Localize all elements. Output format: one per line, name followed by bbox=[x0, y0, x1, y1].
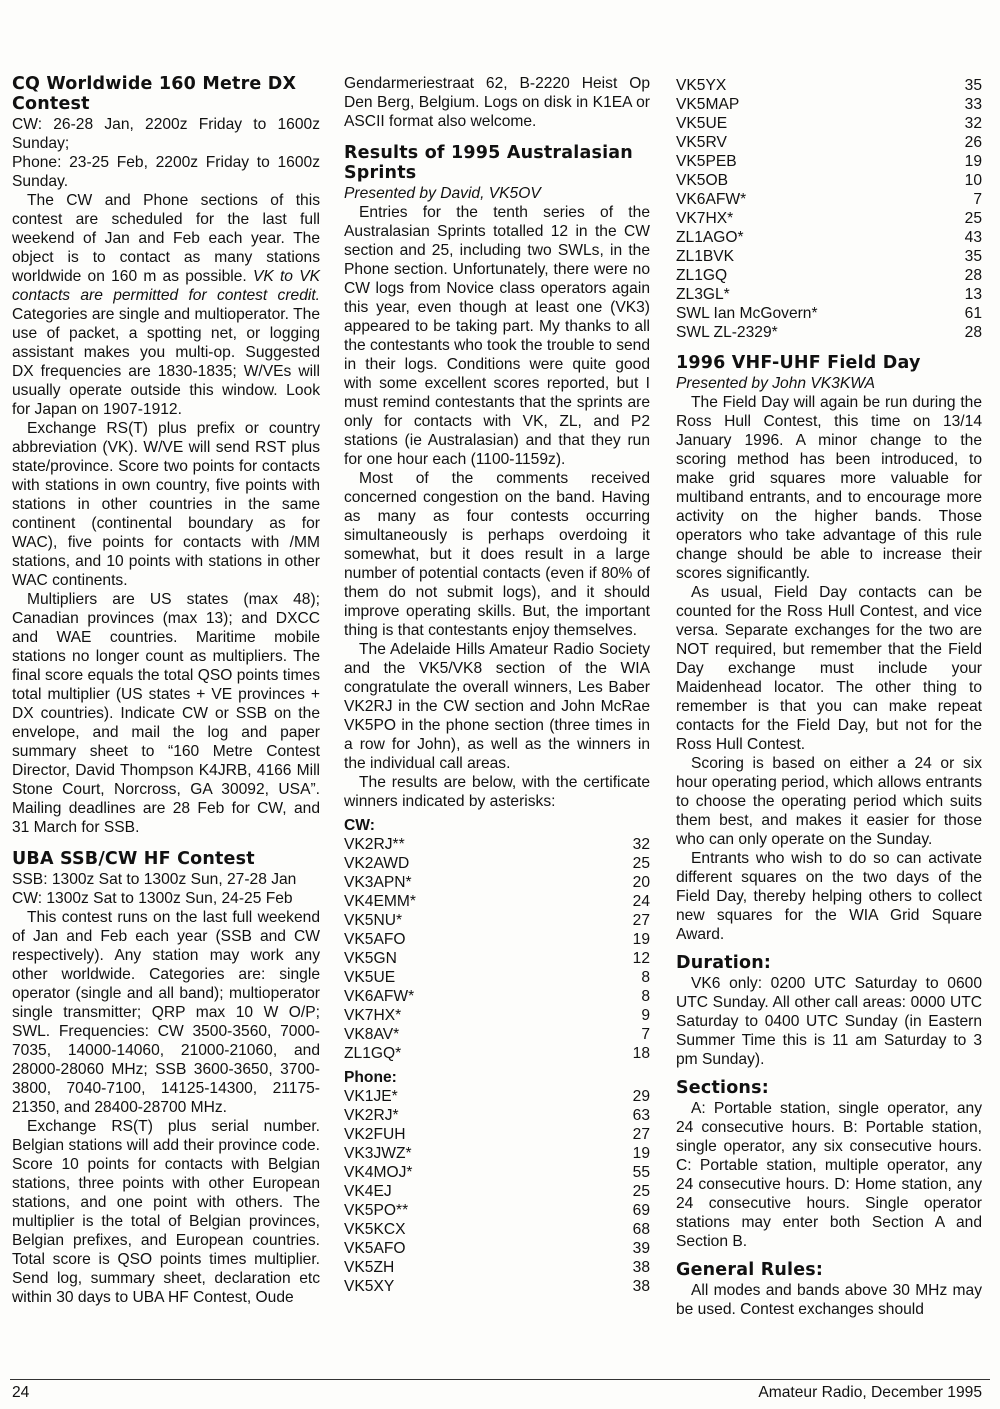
score: 63 bbox=[632, 1107, 650, 1124]
result-row bbox=[344, 1006, 650, 1025]
score: 25 bbox=[632, 1183, 650, 1200]
result-row bbox=[344, 835, 650, 854]
score: 8 bbox=[641, 969, 650, 986]
byline-field-day: Presented by John VK3KWA bbox=[676, 375, 876, 392]
footer-title: Amateur Radio, December 1995 bbox=[758, 1384, 982, 1401]
heading-duration: Duration: bbox=[676, 953, 772, 973]
para-uba-exchange: Exchange RS(T) plus serial number. Belgian stations will add their province code. Score 10 points for contacts with Belgian stations, three points with other European stations, and one point with others. The multiplier is the total of Belgian provinces, Belgian prefixes, and European countries. Total score is QSO points times multiplier. Send log, summary sheet, declaration etc within 30 days to UBA HF Contest, Oude bbox=[12, 1118, 320, 1306]
result-row bbox=[676, 304, 982, 323]
score: 24 bbox=[632, 893, 650, 910]
score: 28 bbox=[964, 267, 982, 284]
heading-general-rules: General Rules: bbox=[676, 1260, 824, 1280]
column-2 bbox=[344, 74, 650, 1296]
result-row bbox=[344, 987, 650, 1006]
result-row bbox=[344, 892, 650, 911]
byline-sprints: Presented by David, VK5OV bbox=[344, 185, 541, 202]
call-sign: VK5MAP bbox=[676, 96, 740, 113]
call-sign: VK5XY bbox=[344, 1278, 395, 1295]
para-sprints-comments: Most of the comments received concerned congestion on the band. Having as many as four contests occurring simultaneously is perhaps overdoing it somewhat, but it does result in a large number of potential contacts (even if 80% of them do not submit logs), and it should improve operating skills. But, the important thing is that contestants enjoy themselves. bbox=[344, 470, 650, 639]
result-row bbox=[676, 209, 982, 228]
para-general-rules: All modes and bands above 30 MHz may be used. Contest exchanges should bbox=[676, 1282, 982, 1318]
result-row bbox=[344, 1258, 650, 1277]
call-sign: VK5NU* bbox=[344, 912, 403, 929]
call-sign: VK2RJ** bbox=[344, 836, 405, 853]
call-sign: ZL3GL* bbox=[676, 286, 730, 303]
result-row bbox=[344, 1106, 650, 1125]
result-row bbox=[344, 1239, 650, 1258]
score: 10 bbox=[964, 172, 982, 189]
heading-sections: Sections: bbox=[676, 1078, 769, 1098]
para-uba-ssb: SSB: 1300z Sat to 1300z Sun, 27-28 Jan bbox=[12, 871, 297, 888]
score: 32 bbox=[632, 836, 650, 853]
result-row bbox=[344, 1201, 650, 1220]
score: 25 bbox=[964, 210, 982, 227]
text: The CW and Phone sections of this contest are scheduled for the last full weekend of Jan and Feb each year. The object is to contact as many stations worldwide on 160 m as possible. bbox=[12, 192, 320, 285]
para-uba-intro: This contest runs on the last full weekend of Jan and Feb each year (SSB and CW respectively). Any station may work any other worldwide. Categories are: single operator (single and all band); multioperator single transmitter; QRP max 10 W O/P; SWL. Frequencies: CW 3500-3560, 7000-7035, 14000-14060, 21000-21060, and 28000-28060 MHz; SSB 3600-3650, 3700-3800, 7040-7100, 14125-14300, 21175-21350, and 28400-28700 MHz. bbox=[12, 909, 320, 1116]
score: 38 bbox=[632, 1259, 650, 1276]
score: 38 bbox=[632, 1278, 650, 1295]
result-row bbox=[676, 285, 982, 304]
cw-results-list bbox=[344, 835, 650, 1063]
result-row bbox=[344, 1220, 650, 1239]
call-sign: ZL1AGO* bbox=[676, 229, 744, 246]
call-sign: VK4EMM* bbox=[344, 893, 416, 910]
call-sign: VK2RJ* bbox=[344, 1107, 399, 1124]
score: 55 bbox=[632, 1164, 650, 1181]
heading-sprints: Results of 1995 Australasian Sprints bbox=[344, 143, 633, 183]
result-row bbox=[344, 1087, 650, 1106]
result-row bbox=[344, 1277, 650, 1296]
para-cq-exchange: Exchange RS(T) plus prefix or country abbreviation (VK). W/VE will send RST plus state/province. Score two points for contacts with stations in own country, five points with stations in other countries in the same continent (continental boundary as for WAC), five points for contacts with /MM stations, and 10 points with stations in other WAC continents. bbox=[12, 420, 320, 589]
call-sign: ZL1BVK bbox=[676, 248, 735, 265]
para-sprints-results: The results are below, with the certificate winners indicated by asterisks: bbox=[344, 774, 650, 810]
call-sign: SWL Ian McGovern* bbox=[676, 305, 818, 322]
call-sign: VK8AV* bbox=[344, 1026, 400, 1043]
call-sign: VK2FUH bbox=[344, 1126, 406, 1143]
result-row bbox=[676, 266, 982, 285]
call-sign: VK4MOJ* bbox=[344, 1164, 413, 1181]
call-sign: VK6AFW* bbox=[344, 988, 415, 1005]
call-sign: VK1JE* bbox=[344, 1088, 398, 1105]
call-sign: VK5OB bbox=[676, 172, 729, 189]
score: 27 bbox=[632, 912, 650, 929]
italic-note: VK to VK contacts are permitted for contest credit. bbox=[12, 268, 320, 304]
result-row bbox=[344, 1125, 650, 1144]
call-sign: VK5YX bbox=[676, 77, 727, 94]
score: 61 bbox=[964, 305, 982, 322]
call-sign: VK5ZH bbox=[344, 1259, 395, 1276]
call-sign: VK7HX* bbox=[344, 1007, 402, 1024]
score: 29 bbox=[632, 1088, 650, 1105]
call-sign: SWL ZL-2329* bbox=[676, 324, 778, 341]
para-sections: A: Portable station, single operator, any 24 consecutive hours. B: Portable station, single operator, any six consecutive hours. C: Portable station, multiple operator, any 24 consecutive hours. D: Home station, any 24 consecutive hours. Single operator stations may enter both Section A and Section B. bbox=[676, 1100, 982, 1250]
score: 18 bbox=[632, 1045, 650, 1062]
score: 68 bbox=[632, 1221, 650, 1238]
result-row bbox=[676, 247, 982, 266]
para-fd-intro: The Field Day will again be run during the Ross Hull Contest, this time on 13/14 January 1996. A minor change to the scoring method has been introduced, to make grid squares more valuable for multiband entrants, and to encourage more activity on the higher bands. Those operators who take advantage of this rule change should be able to increase their scores significantly. bbox=[676, 394, 982, 582]
phone-results-label: Phone: bbox=[344, 1069, 397, 1086]
heading-cq-160: CQ Worldwide 160 Metre DX Contest bbox=[12, 74, 297, 114]
para-duration: VK6 only: 0200 UTC Saturday to 0600 UTC Sunday. All other call areas: 0000 UTC Saturday to 0400 UTC Sunday (in Eastern Summer Time this is 11 am Saturday to 3 pm Sunday). bbox=[676, 975, 982, 1068]
call-sign: VK5RV bbox=[676, 134, 727, 151]
result-row bbox=[676, 171, 982, 190]
result-row bbox=[344, 1025, 650, 1044]
result-row bbox=[676, 152, 982, 171]
call-sign: VK5KCX bbox=[344, 1221, 406, 1238]
result-row bbox=[344, 873, 650, 892]
result-row bbox=[344, 1044, 650, 1063]
result-row bbox=[676, 95, 982, 114]
call-sign: VK5AFO bbox=[344, 931, 406, 948]
score: 35 bbox=[964, 77, 982, 94]
call-sign: VK6AFW* bbox=[676, 191, 747, 208]
result-row bbox=[676, 114, 982, 133]
score: 27 bbox=[632, 1126, 650, 1143]
result-row bbox=[344, 1163, 650, 1182]
score: 19 bbox=[964, 153, 982, 170]
score: 26 bbox=[964, 134, 982, 151]
para-uba-cw: CW: 1300z Sat to 1300z Sun, 24-25 Feb bbox=[12, 890, 293, 907]
call-sign: VK3JWZ* bbox=[344, 1145, 412, 1162]
phone-results-continued-list bbox=[676, 76, 982, 342]
result-row bbox=[344, 949, 650, 968]
score: 12 bbox=[632, 950, 650, 967]
para-sprints-winners: The Adelaide Hills Amateur Radio Society and the VK5/VK8 section of the WIA congratulate the overall winners, Les Baber VK2RJ in the CW section and John McRae VK5PO in the phone section (three times in a row for John), as well as the winners in the individual call areas. bbox=[344, 641, 650, 772]
score: 19 bbox=[632, 931, 650, 948]
call-sign: VK7HX* bbox=[676, 210, 734, 227]
para-phone-dates: Phone: 23-25 Feb, 2200z Friday to 1600z Sunday. bbox=[12, 154, 320, 190]
para-cq-multipliers: Multipliers are US states (max 48); Canadian provinces (max 13); and DXCC and WAE countries. Maritime mobile stations no longer count as multipliers. The final score equals the total QSO points times total multiplier (US states + VE provinces + DX countries). Indicate CW or SSB on the envelope, and mail the log and paper summary sheet to “160 Metre Contest Director, David Thompson K4JRB, 4166 Mill Stone Court, Norcross, GA 30092, USA”. Mailing deadlines are 28 Feb for CW, and 31 March for SSB. bbox=[12, 591, 320, 836]
score: 25 bbox=[632, 855, 650, 872]
call-sign: VK3APN* bbox=[344, 874, 412, 891]
call-sign: VK5PO** bbox=[344, 1202, 409, 1219]
result-row bbox=[344, 1182, 650, 1201]
call-sign: ZL1GQ bbox=[676, 267, 728, 284]
para-fd-squares: Entrants who wish to do so can activate different squares on the two days of the Field Day, thereby helping others to collect new squares for the WIA Grid Square Award. bbox=[676, 850, 982, 943]
heading-uba: UBA SSB/CW HF Contest bbox=[12, 849, 255, 869]
score: 43 bbox=[964, 229, 982, 246]
para-fd-usual: As usual, Field Day contacts can be counted for the Ross Hull Contest, and vice versa. Separate exchanges for the two are NOT required, but remember that the Field Day exchange must include your Maidenhead locator. The other thing to remember is that you can make repeat contacts for the Field Day, but not for the Ross Hull Contest. bbox=[676, 584, 982, 753]
column-1 bbox=[12, 74, 320, 1307]
result-row bbox=[344, 968, 650, 987]
result-row bbox=[344, 1144, 650, 1163]
footer-divider bbox=[10, 1379, 990, 1380]
score: 7 bbox=[641, 1026, 650, 1043]
result-row bbox=[676, 323, 982, 342]
score: 39 bbox=[632, 1240, 650, 1257]
column-3 bbox=[676, 76, 982, 1319]
score: 19 bbox=[632, 1145, 650, 1162]
result-row bbox=[344, 911, 650, 930]
call-sign: VK5PEB bbox=[676, 153, 737, 170]
result-row bbox=[676, 228, 982, 247]
score: 69 bbox=[632, 1202, 650, 1219]
score: 20 bbox=[632, 874, 650, 891]
phone-results-list bbox=[344, 1087, 650, 1296]
call-sign: VK2AWD bbox=[344, 855, 410, 872]
score: 35 bbox=[964, 248, 982, 265]
score: 13 bbox=[964, 286, 982, 303]
heading-field-day: 1996 VHF-UHF Field Day bbox=[676, 353, 921, 373]
call-sign: ZL1GQ* bbox=[344, 1045, 402, 1062]
result-row bbox=[676, 76, 982, 95]
para-fd-scoring: Scoring is based on either a 24 or six hour operating period, which allows entrants to choose the operating period which suits them best, and makes it easier for those who can only operate on the Sunday. bbox=[676, 755, 982, 848]
call-sign: VK5UE bbox=[344, 969, 396, 986]
score: 28 bbox=[964, 324, 982, 341]
para-sprints-entries: Entries for the tenth series of the Australasian Sprints totalled 12 in the CW section and 25, including two SWLs, in the Phone section. Unfortunately, there were no CW logs from Novice class operators again this year, even though at least one (VK3) appeared to be taking part. My thanks to all the contestants who took the trouble to send in their logs. Conditions were quite good with some excellent scores reported, but I must remind contestants that the sprints are only for contacts with VK, ZL, and P2 stations (ie Australasian) and that they run for one hour each (1100-1159z). bbox=[344, 204, 651, 468]
text: Categories are single and multioperator. The use of packet, a spotting net, or logging assistant makes you multi-op. Suggested DX frequencies are 1830-1835; W/VEs will usually operate outside this window. Look for Japan on 1907-1912. bbox=[12, 306, 320, 418]
call-sign: VK4EJ bbox=[344, 1183, 392, 1200]
score: 32 bbox=[964, 115, 982, 132]
call-sign: VK5AFO bbox=[344, 1240, 406, 1257]
call-sign: VK5UE bbox=[676, 115, 728, 132]
score: 33 bbox=[964, 96, 982, 113]
cw-results-label: CW: bbox=[344, 817, 375, 834]
para-uba-address: Gendarmeriestraat 62, B-2220 Heist Op Den Berg, Belgium. Logs on disk in K1EA or ASCII format also welcome. bbox=[344, 75, 650, 130]
score: 9 bbox=[641, 1007, 650, 1024]
result-row bbox=[344, 854, 650, 873]
result-row bbox=[676, 190, 982, 209]
para-cq-intro bbox=[12, 191, 320, 419]
para-cw-dates: CW: 26-28 Jan, 2200z Friday to 1600z Sunday; bbox=[12, 116, 320, 152]
result-row bbox=[344, 930, 650, 949]
score: 7 bbox=[973, 191, 982, 208]
page-number: 24 bbox=[12, 1384, 30, 1401]
call-sign: VK5GN bbox=[344, 950, 397, 967]
result-row bbox=[676, 133, 982, 152]
score: 8 bbox=[641, 988, 650, 1005]
